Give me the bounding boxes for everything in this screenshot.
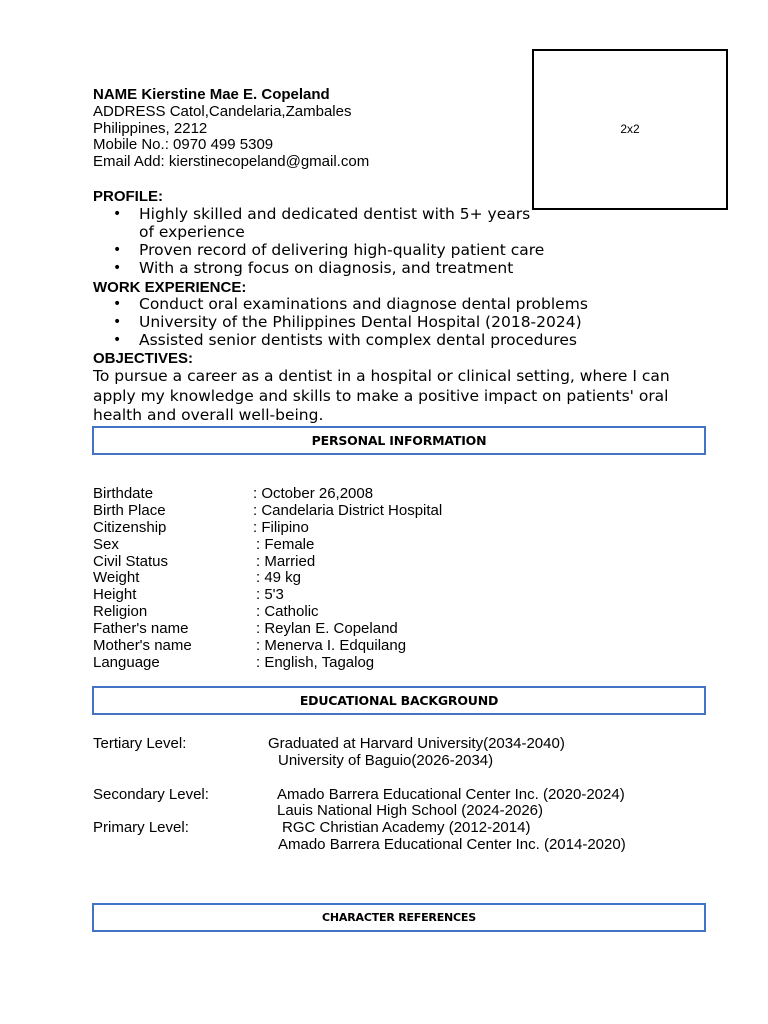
info-label: Weight [93,569,140,586]
applicant-name: Kierstine Mae E. Copeland [141,86,330,103]
contact-block [93,87,369,171]
info-value: : Filipino [253,519,309,536]
tertiary-label: Tertiary Level: [93,735,187,752]
work-item-text: Assisted senior dentists with complex dental procedures [139,331,577,349]
bullet-icon: • [113,296,122,312]
info-value: : Candelaria District Hospital [253,502,443,519]
bullet-icon: • [113,260,122,276]
info-value: : October 26,2008 [253,485,374,502]
info-label: Citizenship [93,519,167,536]
list-item [93,241,544,259]
info-value: : 5'3 [256,586,284,603]
secondary-label: Secondary Level: [93,786,209,803]
info-label: Religion [93,603,148,620]
primary-label: Primary Level: [93,819,189,836]
info-value: : Menerva I. Edquilang [256,637,407,654]
bullet-icon: • [113,314,122,330]
profile-item-text: Proven record of delivering high-quality patient care [139,241,545,259]
bullet-icon: • [113,332,122,348]
info-label: Father's name [93,620,189,637]
profile-heading: PROFILE: [93,188,163,205]
info-label: Language [93,654,160,671]
info-label: Height [93,586,137,603]
photo-placeholder [532,49,728,210]
character-references-header: CHARACTER REFERENCES [92,903,706,932]
email-line: Email Add: kierstinecopeland@gmail.com [93,153,370,171]
info-value: : Married [256,553,316,570]
address-label: ADDRESS [93,102,166,120]
info-label: Sex [93,536,119,553]
education-entry: University of Baguio(2026-2034) [278,752,494,769]
info-value: : Catholic [256,603,319,620]
address-line [93,104,369,121]
work-experience-heading: WORK EXPERIENCE: [93,279,247,296]
work-item-text: Conduct oral examinations and diagnose dental problems [139,295,588,313]
objectives-heading: OBJECTIVES: [93,350,194,367]
personal-information-header: PERSONAL INFORMATION [92,426,706,455]
address-line-2: Philippines, 2212 [93,119,208,137]
educational-background-header: EDUCATIONAL BACKGROUND [92,686,706,715]
bullet-icon: • [113,242,122,258]
education-entry: RGC Christian Academy (2012-2014) [282,819,531,836]
info-value: : Reylan E. Copeland [256,620,398,637]
bullet-icon: • [113,206,122,222]
profile-item-text: With a strong focus on diagnosis, and treatment [139,259,514,277]
info-label: Civil Status [93,553,169,570]
name-label: NAME [93,86,138,103]
work-experience-list [93,295,588,349]
list-item [93,313,588,331]
education-entry: Amado Barrera Educational Center Inc. (2020-2024) [277,786,625,803]
mobile-line: Mobile No.: 0970 499 5309 [93,136,274,154]
education-entry: Graduated at Harvard University(2034-2040) [268,735,565,752]
info-value: : Female [256,536,315,553]
photo-label: 2x2 [620,122,640,136]
info-value: : 49 kg [256,569,302,586]
name-line [93,87,369,104]
work-item-text: University of the Philippines Dental Hospital (2018-2024) [139,313,582,331]
list-item [93,295,588,313]
list-item [93,205,544,241]
profile-item-text: Highly skilled and dedicated dentist with 5+ years of experience [139,205,531,241]
info-label: Mother's name [93,637,192,654]
info-label: Birthdate [93,485,154,502]
info-value: : English, Tagalog [256,654,375,671]
profile-list [93,205,544,277]
list-item [93,259,544,277]
education-entry: Lauis National High School (2024-2026) [277,802,544,819]
address-value: Catol,Candelaria,Zambales [169,102,352,120]
objectives-text: To pursue a career as a dentist in a hospital or clinical setting, where I can apply my knowledge and skills to make a positive impact on patients' oral health and overall well-being. [93,367,670,424]
list-item [93,331,588,349]
education-entry: Amado Barrera Educational Center Inc. (2014-2020) [278,836,626,853]
info-label: Birth Place [93,502,166,519]
